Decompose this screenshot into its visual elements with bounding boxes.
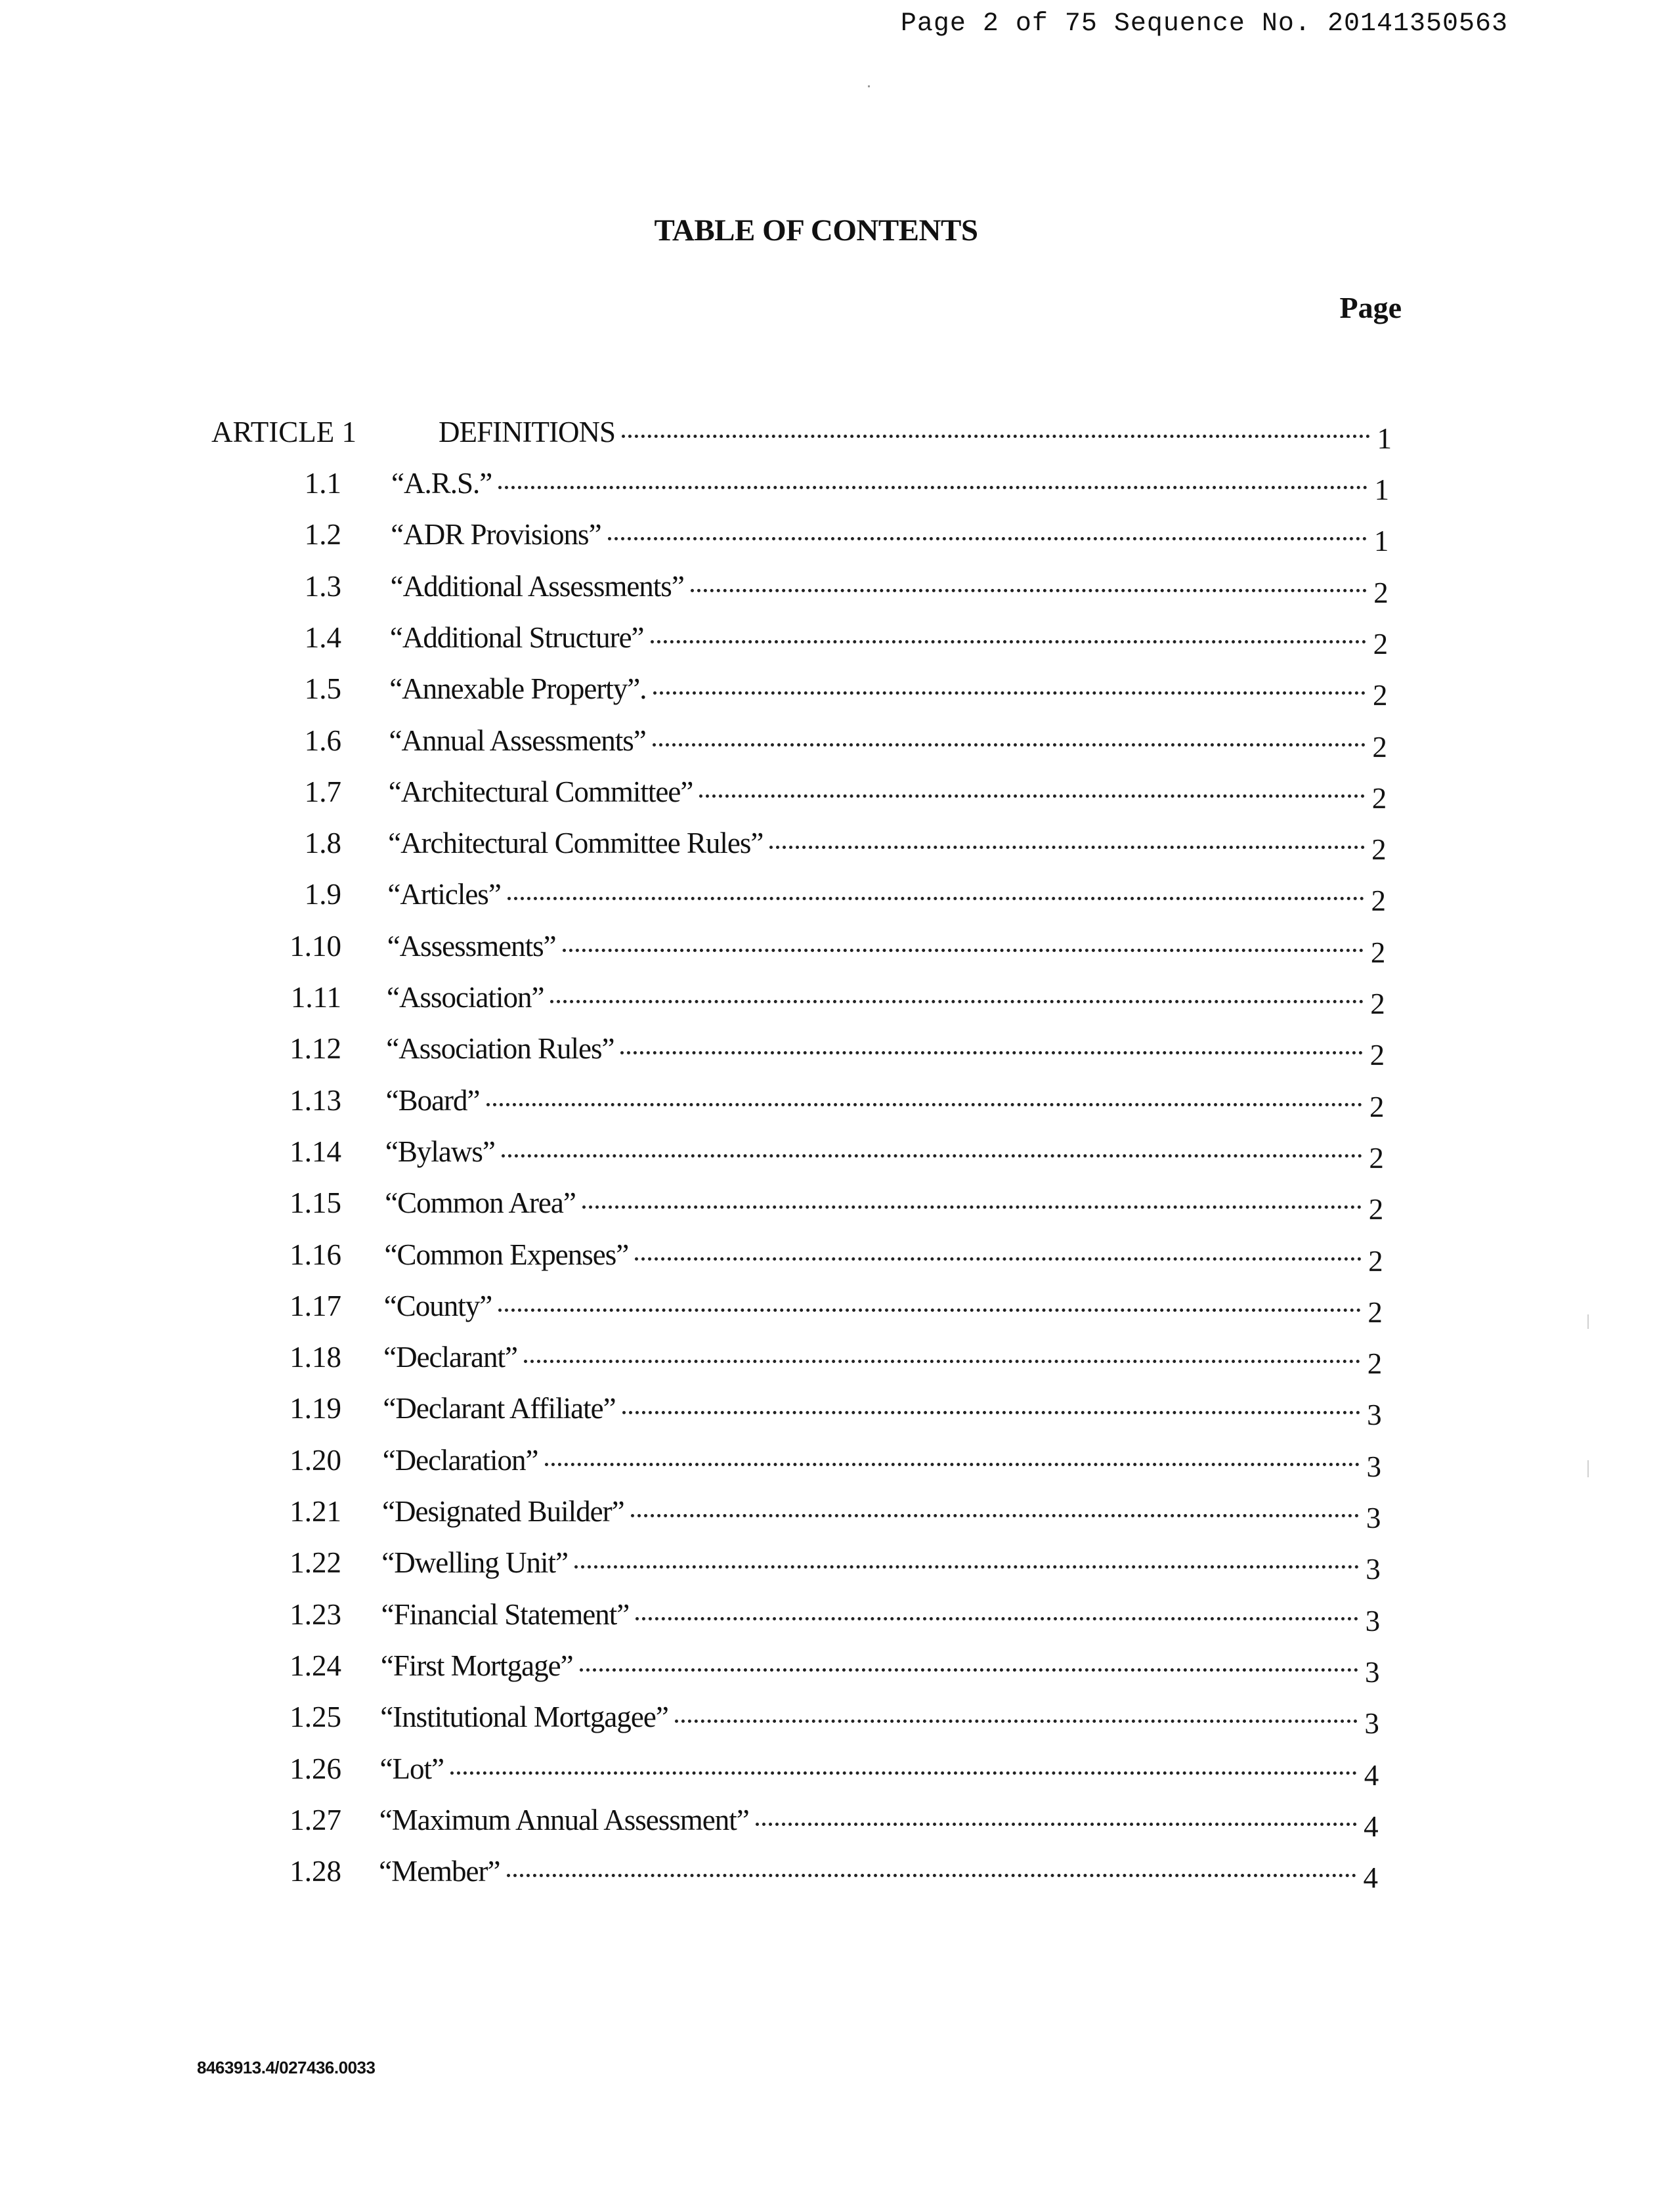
toc-entry-row bbox=[0, 826, 1680, 872]
article-title: DEFINITIONS bbox=[439, 416, 615, 448]
section-number: 1.3 bbox=[304, 569, 341, 603]
toc-entry-row bbox=[0, 466, 1680, 512]
dot-leader bbox=[507, 897, 1364, 900]
entry-label: “Lot” bbox=[379, 1752, 444, 1785]
toc-entry bbox=[379, 1752, 1379, 1792]
document-title: TABLE OF CONTENTS bbox=[654, 213, 978, 248]
dot-leader bbox=[653, 743, 1366, 747]
entry-label: “Annual Assessments” bbox=[389, 724, 646, 757]
entry-label: “Architectural Committee” bbox=[388, 775, 693, 808]
entry-page-number: 3 bbox=[1366, 1502, 1381, 1534]
toc-entry-row bbox=[0, 672, 1680, 718]
entry-label: “Assessments” bbox=[387, 929, 556, 963]
section-number: 1.22 bbox=[290, 1546, 341, 1580]
section-number: 1.25 bbox=[290, 1701, 341, 1734]
section-number: 1.1 bbox=[304, 467, 341, 500]
dot-leader bbox=[675, 1720, 1358, 1723]
entry-page-number: 2 bbox=[1368, 1244, 1383, 1278]
entry-label: “Association” bbox=[387, 981, 544, 1014]
toc-entry-row bbox=[0, 1649, 1680, 1695]
entry-page-number: 2 bbox=[1369, 1141, 1383, 1175]
section-number: 1.26 bbox=[290, 1752, 341, 1785]
dot-leader bbox=[653, 691, 1366, 695]
toc-entry-row bbox=[0, 1443, 1680, 1489]
dot-leader bbox=[507, 1874, 1357, 1877]
dot-leader bbox=[450, 1771, 1357, 1775]
entry-label: “First Mortgage” bbox=[380, 1649, 573, 1682]
entry-label: “Additional Structure” bbox=[389, 620, 644, 654]
dot-leader bbox=[502, 1154, 1362, 1158]
dot-leader bbox=[699, 794, 1365, 798]
dot-leader bbox=[635, 1617, 1358, 1620]
entry-page-number: 2 bbox=[1368, 1193, 1383, 1226]
dot-leader bbox=[620, 1051, 1363, 1054]
entry-page-number: 3 bbox=[1365, 1655, 1379, 1689]
entry-page-number: 2 bbox=[1370, 936, 1385, 969]
section-number: 1.4 bbox=[304, 620, 341, 654]
toc-entry bbox=[380, 1700, 1379, 1741]
section-number: 1.11 bbox=[290, 981, 341, 1014]
toc-entry bbox=[385, 1135, 1383, 1175]
toc-entry bbox=[391, 517, 1389, 558]
dot-leader bbox=[635, 1257, 1361, 1261]
entry-page-number: 2 bbox=[1373, 576, 1388, 609]
toc-entry-row bbox=[0, 1391, 1680, 1437]
section-number: 1.5 bbox=[304, 672, 341, 706]
entry-page-number: 4 bbox=[1363, 1861, 1377, 1895]
entry-page-number: 2 bbox=[1372, 679, 1387, 712]
toc-entry bbox=[382, 1443, 1381, 1483]
entry-page-number: 1 bbox=[1373, 525, 1389, 558]
entry-page-number: 2 bbox=[1367, 1347, 1382, 1381]
dot-leader bbox=[563, 949, 1364, 952]
toc-entry-row bbox=[0, 1546, 1680, 1592]
entry-label: “ADR Provisions” bbox=[391, 518, 601, 552]
dot-leader bbox=[498, 486, 1368, 489]
toc-entry-row bbox=[0, 569, 1680, 615]
dot-leader bbox=[524, 1360, 1360, 1363]
toc-entry-row bbox=[0, 1803, 1680, 1849]
toc-entry bbox=[383, 1289, 1382, 1329]
toc-entry-row bbox=[0, 620, 1680, 666]
entry-page-number: 4 bbox=[1364, 1758, 1379, 1792]
toc-entry-row bbox=[0, 1752, 1680, 1798]
entry-page-number: 2 bbox=[1371, 833, 1386, 867]
entry-label: “Additional Assessments” bbox=[390, 569, 684, 603]
entry-label: “Maximum Annual Assessment” bbox=[379, 1803, 749, 1836]
toc-entry bbox=[389, 672, 1387, 712]
toc-entry-row bbox=[0, 980, 1680, 1026]
toc-entry-row bbox=[0, 517, 1680, 563]
document-id: 8463913.4/027436.0033 bbox=[197, 2058, 376, 2077]
section-number: 1.15 bbox=[290, 1186, 341, 1220]
dot-leader bbox=[622, 435, 1370, 438]
entry-page-number: 2 bbox=[1368, 1295, 1382, 1329]
dot-leader bbox=[622, 1411, 1360, 1414]
entry-label: “Financial Statement” bbox=[381, 1597, 630, 1631]
section-number: 1.21 bbox=[290, 1495, 341, 1528]
toc-entry-row bbox=[0, 1854, 1680, 1900]
toc-entry-row bbox=[0, 1031, 1680, 1077]
section-number: 1.6 bbox=[304, 724, 341, 757]
entry-label: “Declarant Affiliate” bbox=[383, 1392, 616, 1425]
toc-entry bbox=[380, 1649, 1379, 1689]
article-page-number: 1 bbox=[1377, 422, 1391, 455]
dot-leader bbox=[580, 1668, 1358, 1672]
section-number: 1.20 bbox=[290, 1443, 341, 1477]
entry-label: “Designated Builder” bbox=[382, 1495, 624, 1528]
entry-page-number: 3 bbox=[1367, 1398, 1381, 1432]
entry-page-number: 4 bbox=[1364, 1809, 1378, 1843]
section-number: 1.16 bbox=[290, 1238, 341, 1271]
entry-label: “Common Area” bbox=[385, 1186, 576, 1220]
dot-leader bbox=[608, 537, 1368, 540]
toc-entry-row bbox=[0, 1238, 1680, 1284]
entry-page-number: 3 bbox=[1364, 1707, 1379, 1741]
toc-entry bbox=[379, 1803, 1378, 1843]
toc-entry bbox=[379, 1854, 1377, 1895]
dot-leader bbox=[691, 589, 1367, 592]
entry-label: “Member” bbox=[379, 1855, 500, 1888]
toc-entry bbox=[385, 1083, 1384, 1123]
entry-label: “Board” bbox=[385, 1083, 480, 1117]
page-header: Page 2 of 75 Sequence No. 20141350563 bbox=[900, 9, 1508, 39]
dot-leader bbox=[582, 1205, 1362, 1209]
toc-entry bbox=[385, 1186, 1383, 1226]
toc-entry bbox=[391, 466, 1389, 506]
entry-page-number: 3 bbox=[1365, 1604, 1380, 1637]
toc-entry-row bbox=[0, 724, 1680, 769]
toc-entry bbox=[386, 1031, 1385, 1072]
entry-page-number: 3 bbox=[1366, 1450, 1381, 1483]
toc-entry bbox=[387, 929, 1385, 969]
toc-entry-row bbox=[0, 1289, 1680, 1335]
scan-speck bbox=[868, 85, 870, 87]
toc-entry bbox=[389, 620, 1388, 661]
toc-entry-row bbox=[0, 1135, 1680, 1181]
entry-page-number: 2 bbox=[1370, 987, 1385, 1020]
toc-entry bbox=[389, 724, 1387, 764]
toc-entry bbox=[383, 1340, 1382, 1381]
article-number: ARTICLE 1 bbox=[211, 416, 357, 448]
toc-entry bbox=[381, 1546, 1380, 1586]
toc-entry-row bbox=[0, 1083, 1680, 1129]
page-column-heading: Page bbox=[1339, 291, 1402, 324]
entry-label: “Annexable Property”. bbox=[389, 672, 647, 706]
entry-label: “A.R.S.” bbox=[391, 467, 492, 500]
toc-entry-row bbox=[0, 877, 1680, 923]
entry-page-number: 3 bbox=[1366, 1553, 1380, 1586]
entry-label: “Bylaws” bbox=[385, 1135, 495, 1168]
section-number: 1.17 bbox=[290, 1289, 341, 1322]
toc-entry-row bbox=[0, 775, 1680, 821]
entry-label: “Declaration” bbox=[382, 1443, 538, 1477]
section-number: 1.10 bbox=[290, 929, 341, 963]
entry-label: “Institutional Mortgagee” bbox=[380, 1701, 668, 1734]
section-number: 1.14 bbox=[290, 1135, 341, 1168]
toc-entry-row bbox=[0, 1186, 1680, 1232]
dot-leader bbox=[498, 1309, 1361, 1312]
toc-entry-row bbox=[0, 1700, 1680, 1746]
section-number: 1.9 bbox=[304, 878, 341, 911]
dot-leader bbox=[631, 1514, 1360, 1517]
toc-entry bbox=[388, 826, 1386, 867]
section-number: 1.27 bbox=[290, 1803, 341, 1836]
entry-page-number: 2 bbox=[1371, 884, 1385, 918]
entry-label: “County” bbox=[383, 1289, 492, 1322]
section-number: 1.19 bbox=[290, 1392, 341, 1425]
entry-label: “Association Rules” bbox=[386, 1032, 614, 1066]
toc-entry bbox=[390, 569, 1388, 609]
entry-label: “Dwelling Unit” bbox=[381, 1546, 568, 1580]
entry-page-number: 2 bbox=[1373, 627, 1388, 661]
entry-label: “Declarant” bbox=[383, 1341, 517, 1374]
dot-leader bbox=[574, 1565, 1359, 1569]
section-number: 1.2 bbox=[304, 518, 341, 552]
dot-leader bbox=[651, 640, 1367, 643]
toc-article-row bbox=[0, 415, 1680, 461]
toc-entry-row bbox=[0, 929, 1680, 975]
toc-entry bbox=[387, 980, 1385, 1020]
dot-leader bbox=[769, 846, 1364, 849]
toc-entry-row bbox=[0, 1494, 1680, 1540]
section-number: 1.28 bbox=[290, 1855, 341, 1888]
entry-page-number: 2 bbox=[1369, 1039, 1385, 1072]
toc-entry bbox=[388, 775, 1387, 815]
toc-entry bbox=[384, 1238, 1383, 1278]
dot-leader bbox=[545, 1463, 1360, 1466]
section-number: 1.18 bbox=[290, 1341, 341, 1374]
toc-entry bbox=[387, 877, 1385, 918]
entry-page-number: 2 bbox=[1369, 1090, 1384, 1123]
entry-label: “Articles” bbox=[387, 878, 501, 911]
toc-entry-row bbox=[0, 1597, 1680, 1643]
toc-entry bbox=[383, 1391, 1381, 1432]
section-number: 1.8 bbox=[304, 827, 341, 860]
dot-leader bbox=[486, 1103, 1363, 1106]
entry-label: “Architectural Committee Rules” bbox=[388, 827, 764, 860]
entry-page-number: 2 bbox=[1372, 730, 1387, 764]
entry-label: “Common Expenses” bbox=[384, 1238, 629, 1271]
dot-leader bbox=[550, 1000, 1363, 1003]
section-number: 1.23 bbox=[290, 1597, 341, 1631]
entry-page-number: 2 bbox=[1371, 781, 1387, 815]
toc-entry bbox=[382, 1494, 1381, 1534]
article-entry bbox=[439, 415, 1391, 455]
toc-entry bbox=[381, 1597, 1380, 1637]
section-number: 1.12 bbox=[290, 1032, 341, 1066]
section-number: 1.24 bbox=[290, 1649, 341, 1682]
entry-page-number: 1 bbox=[1374, 473, 1389, 506]
section-number: 1.7 bbox=[304, 775, 341, 808]
toc-entry-row bbox=[0, 1340, 1680, 1386]
dot-leader bbox=[756, 1823, 1357, 1826]
section-number: 1.13 bbox=[290, 1083, 341, 1117]
